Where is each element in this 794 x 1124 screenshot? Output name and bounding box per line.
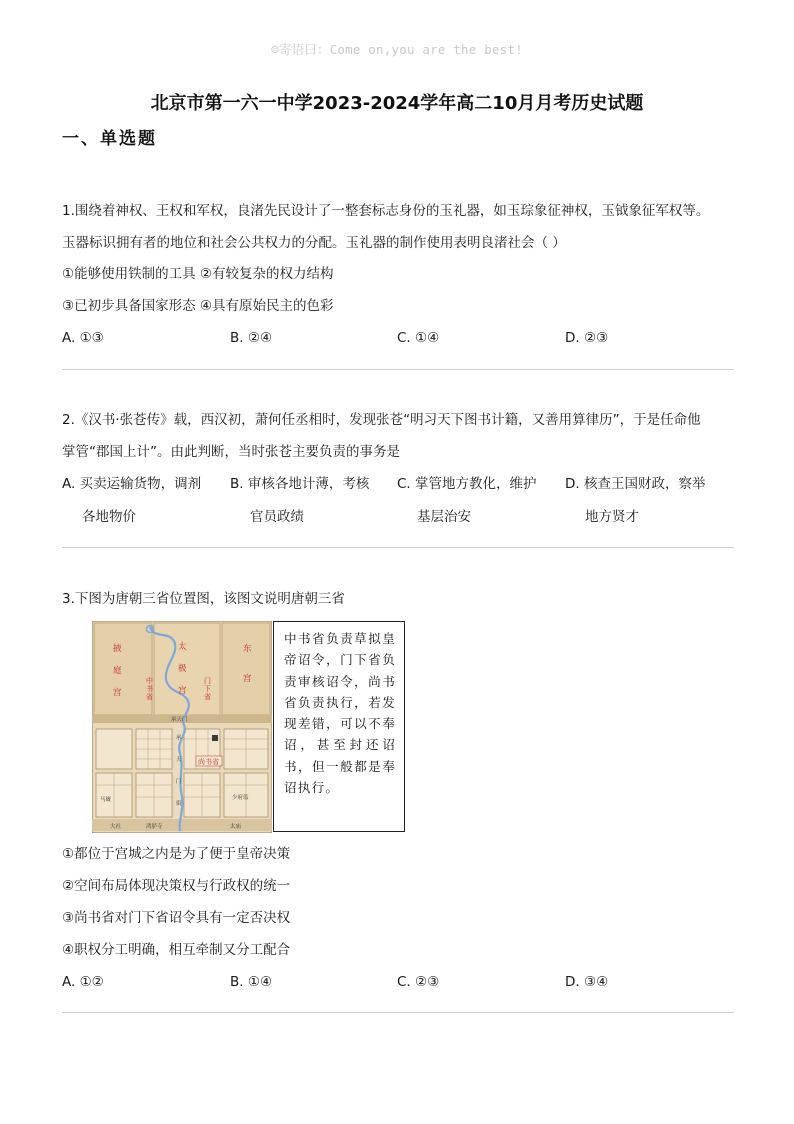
- q1-item-line1: ①能够使用铁制的工具 ②有较复杂的权力结构: [62, 266, 334, 282]
- q2-option-d[interactable]: D. 核查王国财政，察举: [565, 476, 706, 492]
- q1-stem-line1: 1.围绕着神权、王权和军权，良渚先民设计了一整套标志身份的玉礼器，如玉琮象征神权，玉钺象征军权等。: [62, 203, 710, 219]
- q2-option-a-cont: 各地物价: [82, 509, 136, 525]
- svg-text:马厩: 马厩: [100, 797, 112, 803]
- q2-stem-line2: 掌管“郡国上计”。由此判断，当时张苍主要负责的事务是: [62, 444, 400, 460]
- q3-item-3: ③尚书省对门下省诏令具有一定否决权: [62, 910, 291, 926]
- watermark: ☺寄语曰：Come on,you are the best!: [271, 42, 523, 57]
- map-label: 太极宫: [178, 642, 187, 696]
- q2-option-d-cont: 地方贤才: [585, 509, 639, 525]
- divider: [62, 1012, 734, 1013]
- palace-map: [92, 621, 272, 833]
- svg-text:大社: 大社: [110, 824, 122, 830]
- q3-option-a[interactable]: A. ①②: [62, 974, 104, 990]
- q3-item-2: ②空间布局体现决策权与行政权的统一: [62, 878, 291, 894]
- svg-text:鸿胪寺: 鸿胪寺: [146, 824, 163, 830]
- q1-option-b[interactable]: B. ②④: [230, 330, 273, 346]
- caption-text: 中书省负责草拟皇帝诏令，门下省负责审核诏令，尚书省负责执行，若发现差错，可以不奉诏，甚至封还诏书，但一般都是奉诏执行。: [284, 631, 396, 796]
- map-label: 东宫: [243, 644, 252, 684]
- q3-option-b[interactable]: B. ①④: [230, 974, 273, 990]
- q1-stem-line2: 玉器标识拥有者的地位和社会公共权力的分配。玉礼器的制作使用表明良渚社会（ ）: [62, 235, 566, 251]
- svg-text:承天门街: 承天门街: [176, 735, 182, 807]
- section-heading: 一、单选题: [62, 129, 157, 149]
- q3-option-d[interactable]: D. ③④: [565, 974, 609, 990]
- q3-stem: 3.下图为唐朝三省位置图，该图文说明唐朝三省: [62, 591, 345, 607]
- q2-option-a[interactable]: A. 买卖运输货物，调剂: [62, 476, 202, 492]
- q2-option-c-cont: 基层治安: [417, 509, 471, 525]
- q3-option-c[interactable]: C. ②③: [397, 974, 440, 990]
- q1-option-a[interactable]: A. ①③: [62, 330, 104, 346]
- svg-text:尚书省: 尚书省: [198, 758, 219, 766]
- page-title: 北京市第一六一中学2023-2024学年高二10月月考历史试题: [150, 93, 644, 114]
- divider: [62, 547, 734, 548]
- tang-three-departments-figure: [92, 621, 405, 833]
- svg-text:中书省: 中书省: [146, 677, 153, 701]
- q2-option-b[interactable]: B. 审核各地计薄，考核: [230, 476, 370, 492]
- svg-text:承天门: 承天门: [171, 717, 188, 723]
- svg-text:门下省: 门下省: [204, 677, 211, 701]
- svg-text:少府监: 少府监: [232, 795, 249, 801]
- q1-option-c[interactable]: C. ①④: [397, 330, 440, 346]
- q2-option-b-cont: 官员政绩: [250, 509, 304, 525]
- q3-item-1: ①都位于宫城之内是为了便于皇帝决策: [62, 846, 291, 862]
- caption-box: [273, 621, 405, 832]
- q2-stem-line1: 2.《汉书·张苍传》载，西汉初，萧何任丞相时，发现张苍“明习天下图书计籍，又善用算律历”，于是任命他: [62, 412, 701, 428]
- q1-item-line2: ③已初步具备国家形态 ④具有原始民主的色彩: [62, 298, 334, 314]
- map-label: 掖庭宫: [113, 644, 122, 698]
- q2-option-c[interactable]: C. 掌管地方教化，维护: [397, 476, 537, 492]
- q3-item-4: ④职权分工明确，相互牵制又分工配合: [62, 942, 291, 958]
- svg-text:太庙: 太庙: [230, 824, 242, 830]
- divider: [62, 369, 734, 370]
- q1-option-d[interactable]: D. ②③: [565, 330, 609, 346]
